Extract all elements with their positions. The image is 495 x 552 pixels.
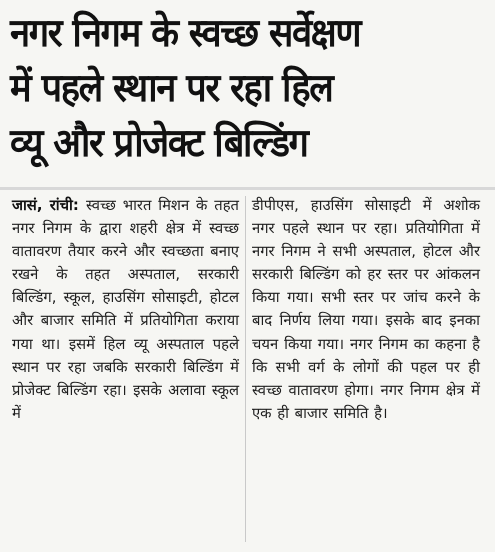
article-body-left: स्वच्छ भारत मिशन के तहत नगर निगम के द्वारा शहरी क्षेत्र में स्वच्छ वातावरण तैयार करने और स्वच्छता बनाए रखने के तहत अस्पताल, सरकारी बिल्डिंग, स्कूल, हाउसिंग सोसाइटी, होटल और बाजार समिति में प्रतियोगिता कराया गया था। इसमें हिल व्यू अस्पताल पहले स्थान पर रहा जबकि सरकारी बिल्डिंग में प्रोजेक्ट बिल्डिंग रहा। इसके अलावा स्कूल में	[12, 197, 239, 422]
headline-line-3: व्यू और प्रोजेक्ट बिल्डिंग	[10, 121, 308, 166]
article-body-right: डीपीएस, हाउसिंग सोसाइटी में अशोक नगर पहले स्थान पर रहा। प्रतियोगिता में नगर निगम ने सभी अस्पताल, होटल और सरकारी बिल्डिंग को हर स्तर पर आंकलन किया गया। सभी स्तर पर जांच करने के बाद निर्णय लिया गया। इसके बाद इनका चयन किया गया। नगर निगम का कहना है कि सभी वर्ग के लोगों की पहल पर ही स्वच्छ वातावरण होगा। नगर निगम क्षेत्र में एक ही बाजार समिति है।	[252, 197, 480, 422]
headline-rule	[0, 187, 495, 190]
dateline: जासं, रांची:	[12, 197, 87, 214]
column-divider	[245, 196, 246, 542]
headline	[10, 6, 488, 171]
article-column-right	[252, 194, 480, 425]
headline-line-2: में पहले स्थान पर रहा हिल	[10, 66, 333, 111]
article-column-left	[12, 194, 239, 425]
headline-line-1: नगर निगम के स्वच्छ सर्वेक्षण	[10, 11, 361, 56]
